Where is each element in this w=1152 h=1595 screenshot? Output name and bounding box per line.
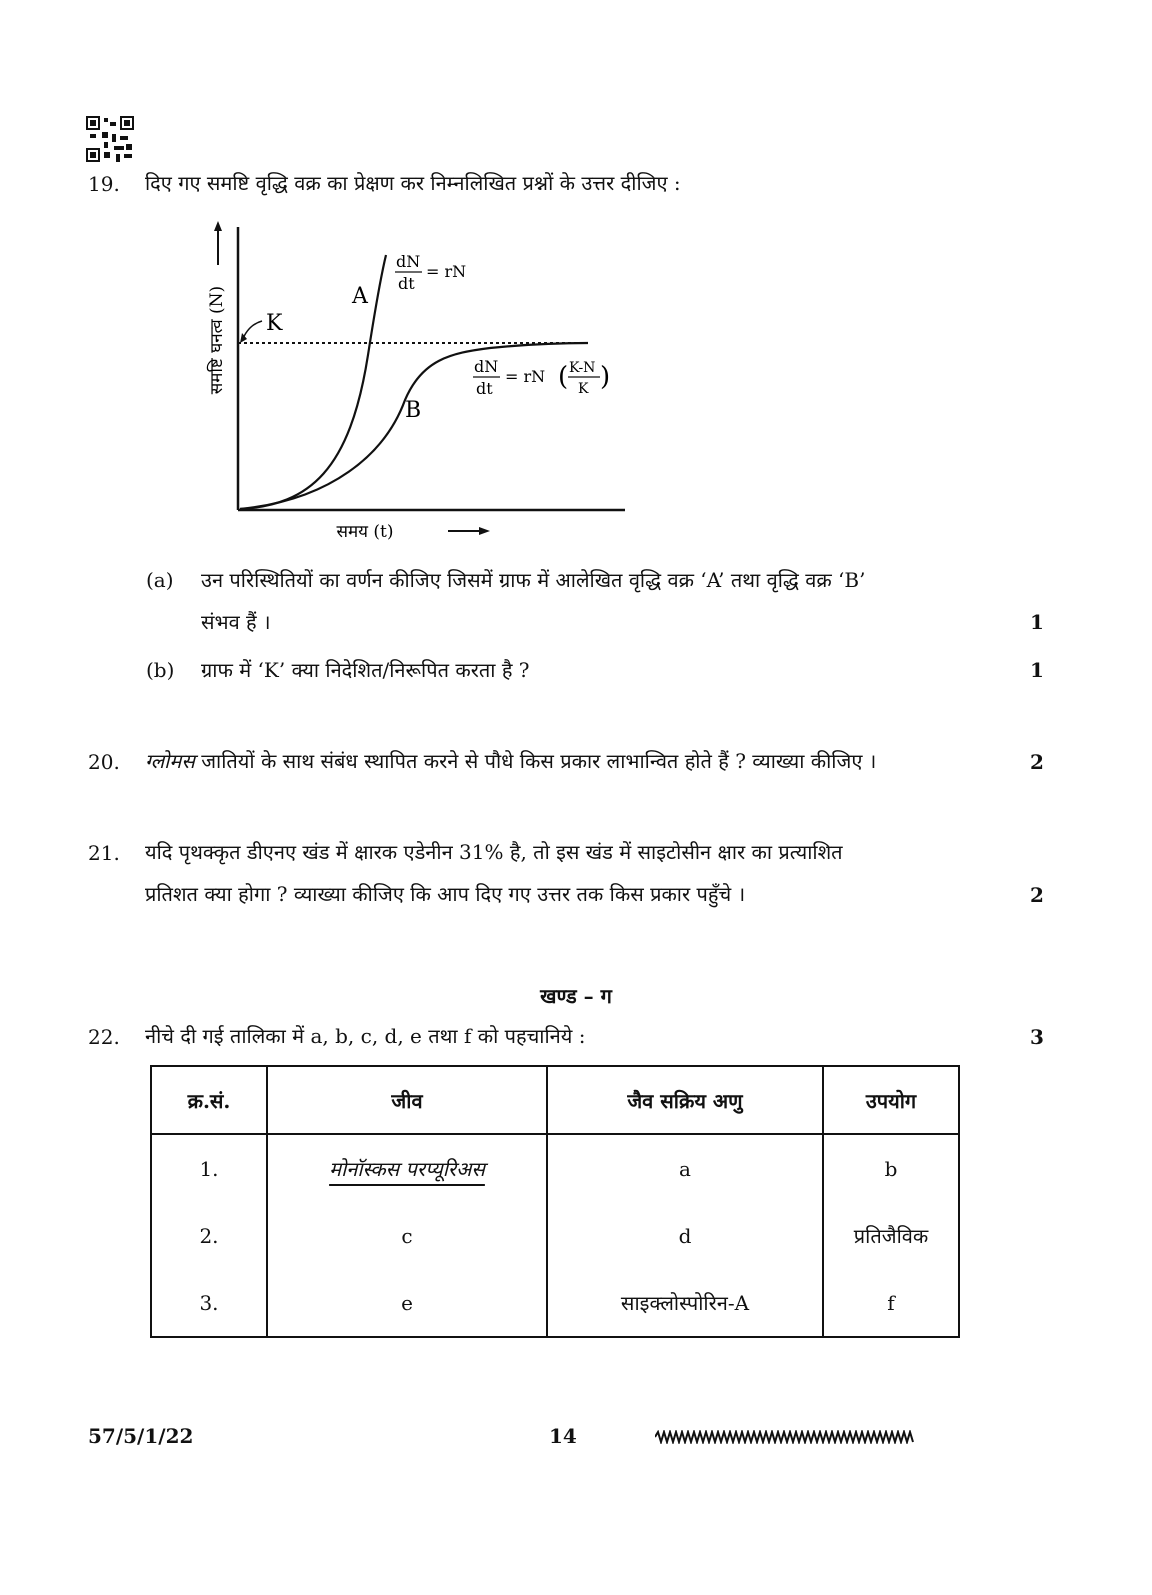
paper-code: 57/5/1/22 [88, 1424, 194, 1448]
y-axis-label: समष्टि घनत्व (N) [207, 285, 227, 395]
marks-19b: 1 [1030, 658, 1044, 682]
column-header: उपयोग [823, 1066, 959, 1134]
table-cell: c [267, 1202, 547, 1269]
table-cell: a [547, 1134, 823, 1202]
question-number: 22. [88, 1025, 120, 1049]
table-row [151, 1202, 959, 1269]
subpart-b-text: ग्राफ में ‘K’ क्या निदेशित/निरूपित करता है ? [201, 658, 530, 682]
eq-b-frac-denominator: K [578, 381, 589, 397]
table-row [151, 1134, 959, 1202]
marks-19a: 1 [1030, 610, 1044, 634]
subpart-a-label: (a) [146, 568, 174, 592]
eq-a-rhs: = rN [426, 262, 467, 281]
wavy-line-decoration [655, 1430, 917, 1444]
column-header: क्र.सं. [151, 1066, 267, 1134]
x-arrowhead [479, 527, 490, 535]
eq-a-denominator: dt [398, 274, 415, 293]
table-cell: b [823, 1134, 959, 1202]
curve-a-label: A [352, 284, 368, 309]
subpart-b-label: (b) [146, 658, 175, 682]
qr-code [86, 116, 134, 162]
identification-table [150, 1065, 960, 1338]
growth-curve-graph [200, 215, 640, 545]
glomus-italic: ग्लोमस [145, 749, 195, 773]
eq-b-paren-left: ( [558, 362, 569, 392]
table-cell [267, 1134, 547, 1202]
table-row [151, 1269, 959, 1337]
table-cell: 2. [151, 1202, 267, 1269]
question-number: 21. [88, 841, 120, 865]
column-header: जीव [267, 1066, 547, 1134]
question-text-line1: यदि पृथक्कृत डीएनए खंड में क्षारक एडेनीन 31% है, तो इस खंड में साइटोसीन क्षार का प्रत्याशित [145, 840, 843, 864]
question-text: ग्लोमस जातियों के साथ संबंध स्थापित करने से पौधे किस प्रकार लाभान्वित होते हैं ? व्याख्या कीजिए । [145, 749, 877, 773]
k-pointer-head [240, 333, 247, 343]
question-text: नीचे दी गई तालिका में a, b, c, d, e तथा f को पहचानिये : [145, 1024, 586, 1048]
eq-b-numerator: dN [474, 357, 499, 376]
eq-b-frac-numerator: K-N [569, 360, 596, 376]
table-cell: d [547, 1202, 823, 1269]
marks-21: 2 [1030, 883, 1044, 907]
subpart-a-text-line1: उन परिस्थितियों का वर्णन कीजिए जिसमें ग्राफ में आलेखित वृद्धि वक्र ‘A’ तथा वृद्धि वक्र ‘B’ [201, 568, 866, 592]
question-text-line2: प्रतिशत क्या होगा ? व्याख्या कीजिए कि आप दिए गए उत्तर तक किस प्रकार पहुँचे । [145, 882, 746, 906]
marks-22: 3 [1030, 1025, 1044, 1049]
table-cell: 1. [151, 1134, 267, 1202]
eq-b-paren-right: ) [600, 362, 611, 392]
y-arrowhead [214, 221, 222, 231]
eq-a-numerator: dN [396, 252, 421, 271]
column-header: जैव सक्रिय अणु [547, 1066, 823, 1134]
marks-20: 2 [1030, 750, 1044, 774]
table-header-row [151, 1066, 959, 1134]
table-cell: f [823, 1269, 959, 1337]
table-cell: प्रतिजैविक [823, 1202, 959, 1269]
organism-name: मोनॉस्कस परप्यूरिअस [329, 1157, 485, 1181]
table-cell: e [267, 1269, 547, 1337]
curve-b-label: B [405, 398, 422, 423]
table-cell: 3. [151, 1269, 267, 1337]
eq-b-denominator: dt [476, 379, 493, 398]
section-title: खण्ड – ग [540, 984, 612, 1008]
eq-b-rhs: = rN [505, 367, 546, 386]
k-label: K [266, 311, 283, 336]
page-number: 14 [549, 1424, 577, 1448]
question-text: दिए गए समष्टि वृद्धि वक्र का प्रेक्षण कर निम्नलिखित प्रश्नों के उत्तर दीजिए : [145, 171, 681, 195]
question-number: 20. [88, 750, 120, 774]
x-axis-label: समय (t) [336, 522, 394, 542]
table-cell: साइक्लोस्पोरिन-A [547, 1269, 823, 1337]
subpart-a-text-line2: संभव हैं । [201, 610, 271, 634]
question-number: 19. [88, 172, 120, 196]
